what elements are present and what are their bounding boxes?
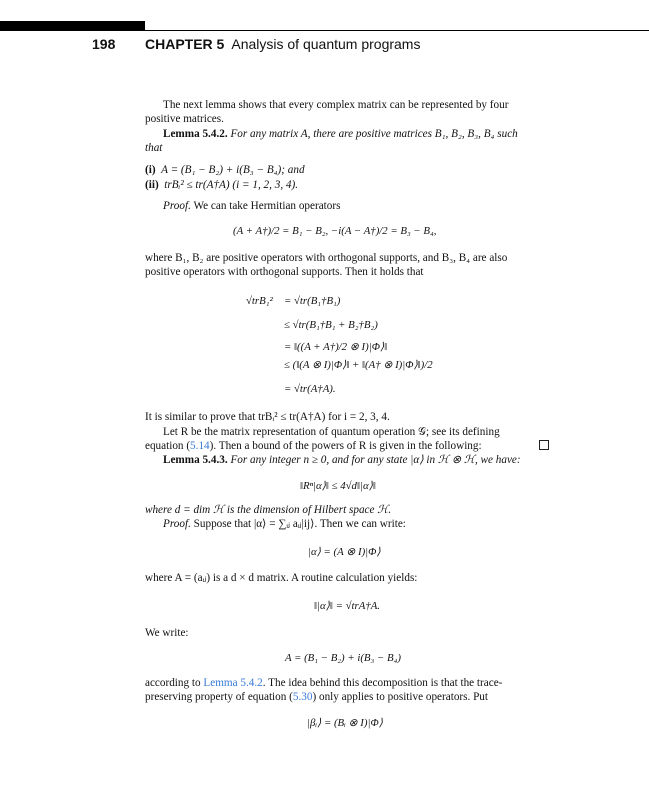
lemma-label: Lemma 5.4.3. [163, 454, 228, 466]
proof-text: We can take Hermitian operators [193, 200, 341, 212]
paragraph-line [145, 690, 488, 704]
equation-ref-link[interactable]: 5.30 [292, 691, 313, 703]
lemma-text: For any matrix A, there are positive matrices B₁, B₂, B₃, B₄ such [230, 128, 518, 140]
header-bar [0, 21, 145, 31]
chapter-label: CHAPTER 5 [145, 36, 225, 52]
equation: ‖Rⁿ|α⟩‖ ≤ 4√d‖|α⟩‖ [300, 480, 376, 492]
paragraph-line: The next lemma shows that every complex matrix can be represented by four [163, 99, 509, 111]
paragraph-line [145, 439, 482, 453]
item-label: (ii) [145, 179, 159, 191]
chapter-heading [145, 36, 420, 52]
proof-start [163, 199, 340, 213]
lemma-statement [163, 453, 521, 467]
text-run: ) only applies to positive operators. Put [312, 691, 489, 703]
equation: (A + A†)/2 = B₁ − B₂, −i(A − A†)/2 = B₃ − B₄, [233, 225, 437, 237]
equation: A = (B₁ − B₂) + i(B₃ − B₄) [285, 652, 401, 664]
paragraph-line: Let R be the matrix representation of quantum operation 𝒢; see its defining [163, 426, 500, 438]
equation-ref-link[interactable]: 5.14 [190, 440, 210, 452]
qed-box [539, 440, 549, 450]
proof-label: Proof. [163, 518, 191, 530]
proof-start [163, 517, 406, 531]
equation: ‖|α⟩‖ = √trA†A. [314, 600, 381, 612]
page-number: 198 [92, 36, 116, 52]
align-line: = √tr(B₁†B₁) [284, 295, 341, 307]
proof-text: Suppose that |α⟩ = ∑ᵢⱼ aᵢⱼ|ij⟩. Then we can write: [193, 518, 406, 530]
list-item [145, 163, 305, 177]
align-lhs: √trB₁² [246, 295, 273, 307]
lemma-text: that [145, 142, 163, 154]
paragraph-line: positive operators with orthogonal supports. Then it holds that [145, 266, 424, 278]
list-item [145, 178, 298, 192]
paragraph-line: where B₁, B₂ are positive operators with orthogonal supports, and B₃, B₄ are also [145, 252, 508, 264]
paragraph-line [145, 676, 502, 690]
paragraph-line: We write: [145, 627, 189, 639]
paragraph-line: where d = dim ℋ is the dimension of Hilbert space ℋ. [145, 504, 392, 516]
text-run: equation ( [145, 440, 191, 452]
align-line: ≤ (‖(A ⊗ I)|Φ⟩‖ + ‖(A† ⊗ I)|Φ⟩‖)/2 [284, 359, 433, 371]
equation: |α⟩ = (A ⊗ I)|Φ⟩ [308, 546, 381, 558]
lemma-label: Lemma 5.4.2. [163, 128, 228, 140]
header-rule [145, 30, 649, 31]
text-run: . The idea behind this decomposition is that the trace- [262, 677, 503, 689]
paragraph-line: where A = (aᵢⱼ) is a d × d matrix. A routine calculation yields: [145, 572, 418, 584]
proof-label: Proof. [163, 200, 191, 212]
lemma-statement [163, 127, 518, 141]
chapter-title: Analysis of quantum programs [231, 36, 421, 52]
lemma-ref-link[interactable]: Lemma 5.4.2 [203, 677, 263, 689]
align-line: = ‖((A + A†)/2 ⊗ I)|Φ⟩‖ [284, 341, 388, 353]
item-text: A = (B₁ − B₂) + i(B₃ − B₄); and [161, 164, 305, 176]
item-text: trBᵢ² ≤ tr(A†A) (i = 1, 2, 3, 4). [164, 179, 299, 191]
equation: |βᵢ⟩ = (Bᵢ ⊗ I)|Φ⟩ [307, 717, 383, 729]
paragraph-line: It is similar to prove that trBᵢ² ≤ tr(A†A) for i = 2, 3, 4. [145, 411, 390, 423]
lemma-text: For any integer n ≥ 0, and for any state |α⟩ in ℋ ⊗ ℋ, we have: [230, 454, 521, 466]
text-run: preserving property of equation ( [145, 691, 293, 703]
align-line: ≤ √tr(B₁†B₁ + B₂†B₂) [284, 319, 378, 331]
text-run: according to [145, 677, 204, 689]
align-line: = √tr(A†A). [284, 383, 336, 395]
paragraph-line: positive matrices. [145, 113, 224, 125]
item-label: (i) [145, 164, 156, 176]
text-run: ). Then a bound of the powers of R is given in the following: [209, 440, 482, 452]
